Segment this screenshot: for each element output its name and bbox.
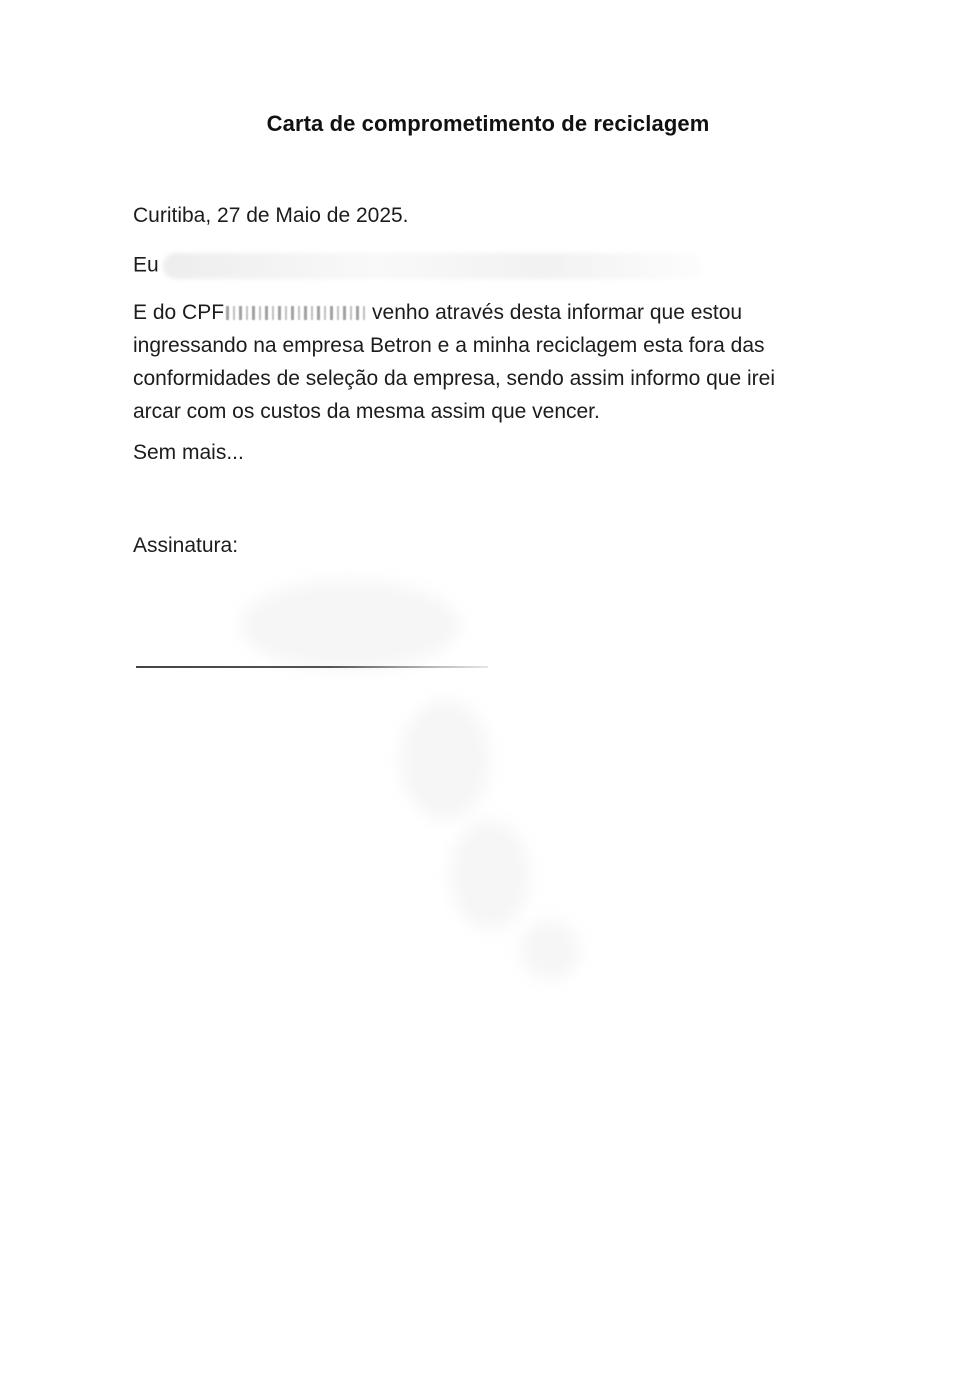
date-line: Curitiba, 27 de Maio de 2025.	[133, 204, 409, 227]
redacted-name	[163, 253, 703, 279]
body-line-4: arcar com os custos da mesma assim que vencer.	[133, 400, 600, 423]
redacted-signature	[200, 560, 620, 1000]
body-line-1-text: venho através desta informar que estou	[372, 301, 743, 324]
document-title: Carta de comprometimento de reciclagem	[266, 111, 710, 136]
closing-line: Sem mais...	[133, 441, 244, 464]
signature-line	[136, 666, 488, 668]
redacted-cpf	[226, 306, 366, 320]
cpf-prefix: E do CPF	[133, 301, 225, 324]
body-line-2: ingressando na empresa Betron e a minha reciclagem esta fora das	[133, 334, 765, 357]
eu-prefix: Eu	[133, 253, 159, 277]
signature-label: Assinatura:	[133, 534, 239, 557]
body-paragraph	[133, 296, 853, 428]
body-line-3: conformidades de seleção da empresa, sendo assim informo que irei	[133, 367, 776, 390]
name-line	[133, 253, 703, 279]
body-line-1	[133, 296, 853, 329]
